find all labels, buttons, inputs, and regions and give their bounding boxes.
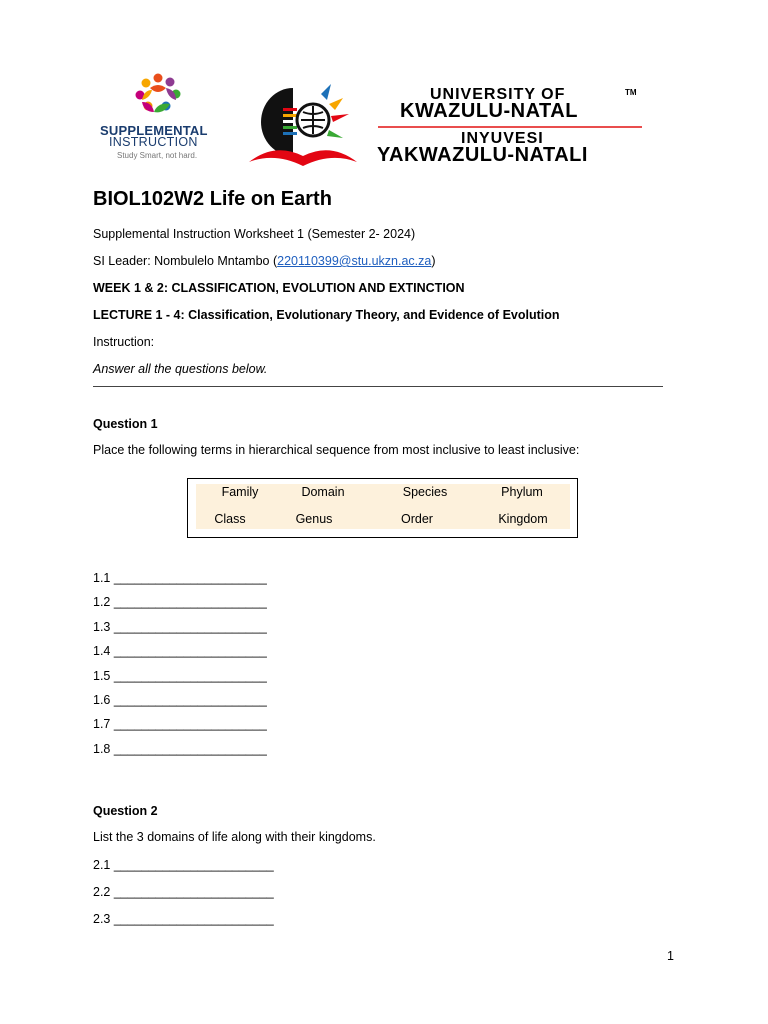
term-cell: Genus (295, 512, 333, 526)
ukzn-line1: UNIVERSITY OF (430, 86, 566, 103)
si-logo-line2: INSTRUCTION (109, 135, 198, 149)
si-leader-suffix: ) (431, 254, 436, 268)
answer-line[interactable]: 2.2 _______________________ (93, 885, 274, 899)
page-number: 1 (667, 949, 674, 963)
instruction-text: Answer all the questions below. (93, 362, 268, 376)
question-1-heading: Question 1 (93, 417, 158, 431)
answer-line[interactable]: 1.3 ______________________ (93, 620, 267, 634)
term-cell: Family (221, 485, 259, 499)
si-people-icon (96, 72, 221, 124)
section-divider (93, 386, 663, 387)
instruction-label: Instruction: (93, 335, 155, 349)
answer-line[interactable]: 1.4 ______________________ (93, 644, 267, 658)
answer-line[interactable]: 1.7 ______________________ (93, 717, 267, 731)
term-cell: Class (214, 512, 246, 526)
si-leader-line (93, 253, 436, 269)
term-cell: Species (402, 485, 448, 499)
answer-line[interactable]: 1.1 ______________________ (93, 571, 267, 585)
ukzn-line2: KWAZULU-NATAL (400, 100, 578, 122)
ukzn-trademark: TM (625, 88, 637, 97)
question-1-prompt: Place the following terms in hierarchical sequence from most inclusive to least inclusive: (93, 443, 580, 457)
answer-line[interactable]: 1.2 ______________________ (93, 595, 267, 609)
si-leader-prefix: SI Leader: Nombulelo Mntambo ( (93, 254, 278, 268)
si-leader-email-link[interactable]: 220110399@stu.ukzn.ac.za (277, 254, 432, 268)
worksheet-subtitle: Supplemental Instruction Worksheet 1 (Semester 2- 2024) (93, 227, 416, 241)
terms-box (187, 478, 578, 538)
term-cell: Domain (301, 485, 345, 499)
ukzn-line3: INYUVESI (461, 130, 544, 147)
answer-line[interactable]: 1.8 ______________________ (93, 742, 267, 756)
answer-line[interactable]: 1.5 ______________________ (93, 669, 267, 683)
term-cell: Kingdom (498, 512, 548, 526)
lecture-heading: LECTURE 1 - 4: Classification, Evolutionary Theory, and Evidence of Evolution (93, 308, 560, 322)
ukzn-line4: YAKWAZULU-NATALI (377, 144, 588, 166)
si-logo (96, 72, 221, 164)
question-2-heading: Question 2 (93, 804, 158, 818)
ukzn-divider (378, 126, 642, 128)
term-cell: Phylum (501, 485, 543, 499)
term-cell: Order (401, 512, 433, 526)
si-logo-line1: SUPPLEMENTAL (100, 123, 208, 138)
answer-line[interactable]: 1.6 ______________________ (93, 693, 267, 707)
answer-line[interactable]: 2.1 _______________________ (93, 858, 274, 872)
si-logo-tagline: Study Smart, not hard. (117, 151, 198, 160)
page-title: BIOL102W2 Life on Earth (93, 188, 332, 210)
question-2-prompt: List the 3 domains of life along with their kingdoms. (93, 830, 376, 844)
week-heading: WEEK 1 & 2: CLASSIFICATION, EVOLUTION AND EXTINCTION (93, 281, 465, 295)
ukzn-emblem-icon (245, 80, 365, 170)
answer-line[interactable]: 2.3 _______________________ (93, 912, 274, 926)
